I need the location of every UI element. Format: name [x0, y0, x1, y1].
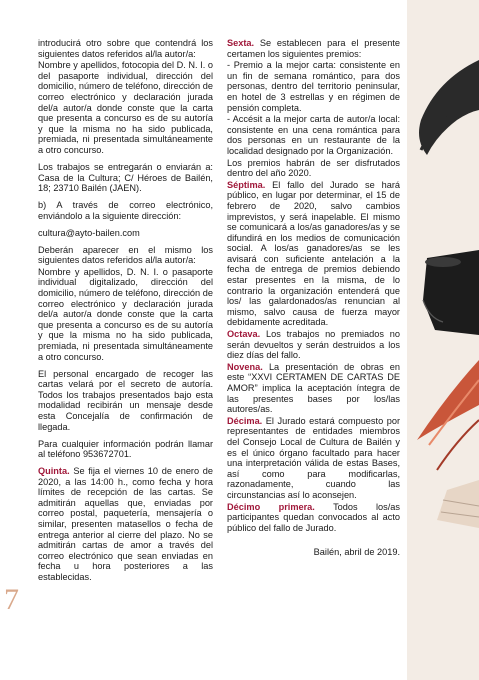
email-address: cultura@ayto-bailen.com [38, 227, 140, 238]
email-data-paragraph: Deberán aparecer en el mismo los siguientes datos referidos al/la autor/a: [38, 244, 213, 266]
octava-paragraph [227, 329, 400, 361]
prizes-note: Los premios habrán de ser disfrutados dentro del año 2020. [227, 157, 400, 179]
sexta-text: Se establecen para el presente certamen los siguientes premios: [227, 38, 400, 59]
left-column [38, 38, 213, 589]
quinta-text: Se fija el viernes 10 de enero de 2020, a las 14:00 h., como fecha y hora límites de recepción de las cartas. Se admitirán aquellas que, enviadas por correo postal, paquetería, mensajería o similar, presenten matasellos o fecha de entrega anterior al cierre del plazo. No se admitirán cartas de amor a través del correo electrónico que sean enviadas en fecha u hora posteriores a las establecidas. [38, 466, 213, 583]
page-number: 7 [4, 583, 19, 616]
novena-paragraph [227, 362, 400, 415]
decima-text: El Jurado estará compuesto por representantes de entidades miembros del Consejo Local de Cultura de Bailén y es el único órgano facultado para hacer una interpretación válida de estas Bases, así como para modificarlas, razonadamente, cuando las circunstancias así lo aconsejen. [227, 415, 400, 500]
decimo-primera-paragraph [227, 502, 400, 534]
quinta-label: Quinta. [38, 466, 70, 477]
signature: Bailén, abril de 2019. [313, 547, 400, 558]
septima-text: El fallo del Jurado se hará público, en lugar por determinar, el 15 de febrero de 2020, salvo cambios imprevistos, y será inapelable. El mismo se comunicará a los/as ganadores/as y se difundirá en los medios de comunicación social. A los/as ganadores/as se les avisará con suficiente antelación a la fecha de entrega de premios debiendo estar presentes en la misma, de lo contrario la organización entenderá que los/ las galardonados/as renuncian al mismo, salvo causa de fuerza mayor debidamente acreditada. [227, 179, 400, 328]
novena-label: Novena. [227, 361, 263, 372]
email-required-data-paragraph: Nombre y apellidos, D. N. I. o pasaporte individual digitalizado, dirección del domicilio, número de teléfono, dirección de correo electrónico y declaración jurada del/a autor/a donde conste que la carta que presenta a concurso es de su autoría y que la misma no ha sido publicada, premiada, ni presentada simultáneamente a otro concurso. [38, 266, 213, 362]
prize-first: - Premio a la mejor carta: consistente en un fin de semana romántico, para dos personas, dentro del territorio peninsular, en hotel de 3 estrellas y en régimen de pensión completa. [227, 60, 400, 113]
octava-label: Octava. [227, 329, 261, 340]
prize-accesit: - Accésit a la mejor carta de autor/a local: consistente en una cena romántica para dos personas en un restaurante de la localidad designado por la Organización. [227, 114, 400, 156]
decima-paragraph [227, 416, 400, 501]
delivery-address-paragraph: Los trabajos se entregarán o enviarán a: Casa de la Cultura; C/ Héroes de Bailén, 18; 23710 Bailén (JAEN). [38, 161, 213, 194]
decima-label: Décima. [227, 415, 263, 426]
sexta-label: Sexta. [227, 38, 255, 48]
decorative-illustration [407, 0, 479, 680]
decimo-primera-text: Todos los/as participantes quedan convocados al acto público del fallo de Jurado. [227, 501, 400, 533]
novena-text: La presentación de obras en este “XXVI CERTAMEN DE CARTAS DE AMOR” implica la aceptación íntegra de las presentes bases por los/las autores/as. [227, 361, 400, 415]
septima-label: Séptima. [227, 179, 266, 190]
right-column [227, 38, 400, 564]
decimo-primera-label: Décimo primera. [227, 501, 315, 512]
secrecy-paragraph: El personal encargado de recoger las cartas velará por el secreto de autoría. Todos los trabajos presentados bajo esta modalidad recibirán un mensaje desde esta Concejalía de confirmación de llegada. [38, 368, 213, 432]
octava-text: Los trabajos no premiados no serán devueltos y serán destruidos a los diez días del fallo. [227, 329, 400, 361]
quinta-paragraph [38, 466, 213, 583]
sexta-paragraph [227, 38, 400, 59]
email-option-paragraph: b) A través de correo electrónico, enviándolo a la siguiente dirección: [38, 200, 213, 221]
required-data-paragraph: Nombre y apellidos, fotocopia del D. N. I. o del pasaporte individual, dirección del domicilio, número de teléfono, dirección de correo electrónico y declaración jurada del/a autor/a donde conste que la carta que presenta a concurso es de su autoría y que la misma no ha sido publicada, premiada, ni presentada simultáneamente a otro concurso. [38, 60, 213, 155]
septima-paragraph [227, 180, 400, 328]
intro-paragraph: introducirá otro sobre que contendrá los siguientes datos referidos al/la autor/a: [38, 38, 213, 59]
phone-paragraph: Para cualquier información podrán llamar al teléfono 953672701. [38, 438, 213, 460]
